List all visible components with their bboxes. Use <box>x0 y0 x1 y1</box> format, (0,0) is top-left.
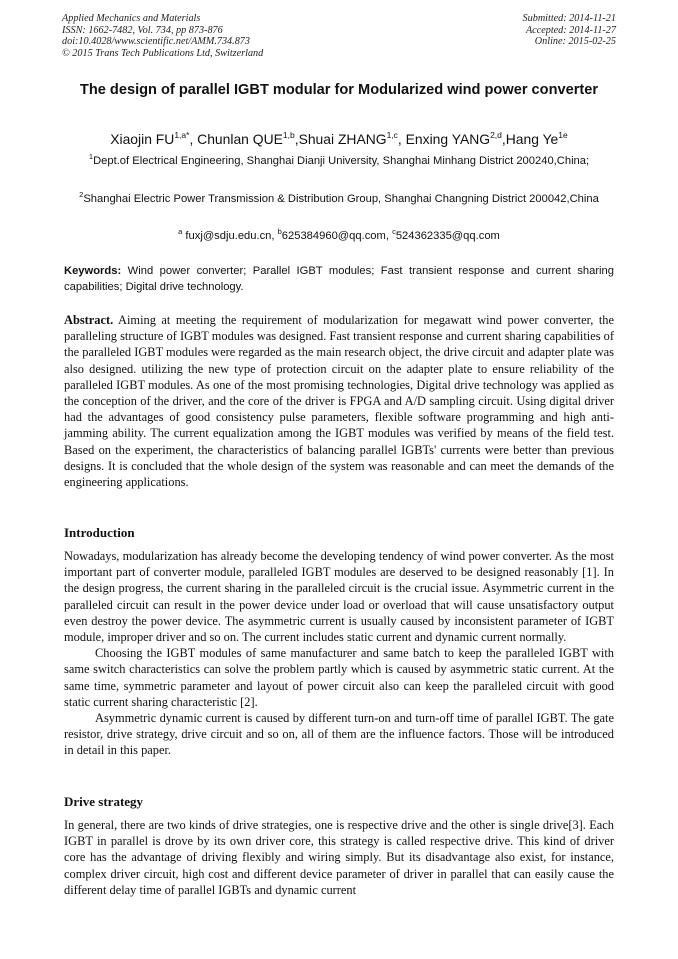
abstract-section <box>64 312 614 490</box>
abstract-label: Abstract. <box>64 313 114 327</box>
paragraph: Nowadays, modularization has already become the developing tendency of wind power converter. As the most important part of converter module, paralleled IGBT modules are deserved to be designed reasonably [1]. In the design progress, the current sharing in the paralleled circuit is the crucial issue. Asymmetric current in the paralleled circuit can result in the power device under load or overload that will cause unsatisfactory output even destroy the power device. The asymmetric current is usually caused by inconsistent parameter of IGBT module, improper driver and so on. The current includes static current and dynamic current normally. <box>64 549 614 645</box>
drive-strategy-heading: Drive strategy <box>64 794 144 809</box>
abstract-text: Aiming at meeting the requirement of modularization for megawatt wind power converter, the paralleling structure of IGBT modules was designed. Fast transient response and current sharing capabilities of the paralleled IGBT modules were regarded as the main research object, the drive circuit and adapter plate was also designed. utilizing the new type of protection circuit on the adapter plate to ensure reliability of the paralleled IGBT modules. As one of the most promising technologies, Digital drive technology was applied as the conception of the driver, and the core of the driver is FPGA and A/D sampling circuit. Using digital driver had the advantages of good consistency pulse parameters, flexible software programming and high anti-jamming ability. The current equalization among the IGBT modules was verified by means of the field test. Based on the experiment, the characteristics of balancing parallel IGBTs' currents were better than previous designs. It is concluded that the whole design of the system was reasonable and can meet the demands of the engineering applications. <box>64 313 614 490</box>
author-name: Chunlan QUE <box>197 131 283 147</box>
journal-header-left <box>62 13 263 59</box>
introduction-heading: Introduction <box>64 525 135 540</box>
author-affiliation-mark: 1e <box>558 130 568 140</box>
accepted-date: Accepted: 2014-11-27 <box>525 24 616 36</box>
author-list: Xiaojin $FU^{1,a*}$, Chunlan QUE$^{1,b}$,Shuai ZHANG$^{1,c}$, Enxing YANG$^{2,d}$,Hang $Ye^{1e}$ <box>110 130 568 147</box>
email-link[interactable]: 524362335@qq.com <box>395 230 500 242</box>
author-affiliation-mark: 2,d <box>490 130 502 140</box>
author-affiliation-mark: 1,a* <box>174 130 190 140</box>
author-name: Shuai ZHANG <box>298 131 387 147</box>
author-name: Xiaojin FU <box>110 131 175 147</box>
drive-strategy-section <box>64 817 614 898</box>
affiliation-1: $^1$Dept.of Electrical Engineering, Shanghai Dianji University, Shanghai Minhang District 200240,China; <box>88 152 590 167</box>
introduction-section <box>64 548 614 759</box>
journal-name: Applied Mechanics and Materials <box>62 13 201 24</box>
doi-line: doi:10.4028/www.scientific.net/AMM.734.873 <box>62 36 250 48</box>
issn-line: ISSN: 1662-7482, Vol. 734, pp 873-876 <box>62 24 223 36</box>
author-affiliation-mark: 1,b <box>282 130 295 140</box>
paper-title: The design of parallel IGBT modular for Modularized wind power converter <box>79 82 599 98</box>
affiliation-2: $^2$Shanghai Electric Power Transmission & Distribution Group, Shanghai Changning District 200042,China <box>79 190 599 205</box>
copyright-line: © 2015 Trans Tech Publications Ltd, Switzerland <box>62 47 264 59</box>
author-emails: $^a$ fuxj@sdju.edu.cn, $^b$625384960@qq.com, $^c$524362335@qq.com <box>178 227 500 242</box>
paragraph: Asymmetric dynamic current is caused by different turn-on and turn-off time of parallel IGBT. The gate resistor, drive strategy, drive circuit and so on, all of them are the influence factors. Those will be introduced in detail in this paper. <box>64 711 614 758</box>
email-link[interactable]: fuxj@sdju.edu.cn, <box>182 230 278 242</box>
author-affiliation-mark: 1,c <box>386 130 398 140</box>
author-name: Enxing YANG <box>405 131 491 147</box>
journal-header-right <box>523 13 616 48</box>
paragraph: In general, there are two kinds of drive strategies, one is respective drive and the other is single drive[3]. Each IGBT in parallel is drove by its own driver core, this strategy is called respective drive. This kind of driver core has the advantage of driving flexibly and wiring simply. But its disadvantage also exist, for instance, complex driver circuit, high cost and different device parameter of driver in parallel that can easily cause the different delay time of parallel IGBTs and dynamic current <box>64 818 614 897</box>
online-date: Online: 2015-02-25 <box>534 36 616 48</box>
keywords-label: Keywords: <box>64 265 122 277</box>
submitted-date: Submitted: 2014-11-21 <box>522 13 616 24</box>
paragraph: Choosing the IGBT modules of same manufacturer and same batch to keep the paralleled IGBT with same switch characteristics can solve the problem partly which is caused by asymmetric static current. At the same time, symmetric parameter and layout of power circuit also can keep the paralleled circuit with good static current sharing characteristic [2]. <box>64 646 614 709</box>
keywords-text: Wind power converter; Parallel IGBT modules; Fast transient response and current sharing capabilities; Digital drive technology. <box>64 265 614 293</box>
author-name: Hang Ye <box>505 131 559 147</box>
keywords-section <box>64 263 614 295</box>
email-link[interactable]: 625384960@qq.com, <box>281 230 393 242</box>
